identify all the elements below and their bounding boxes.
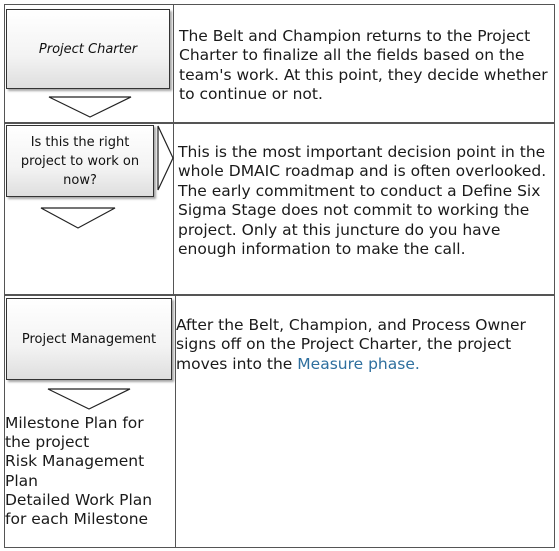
decision-description: This is the most important decision point in the whole DMAIC roadmap and is often overlooked. The early commitment to conduct a Define Six Sigma Stage does not commit to working the project. Only at this juncture do you have enough information to make the call. (178, 143, 547, 259)
down-arrow-icon (48, 96, 132, 118)
right-arrow-icon (157, 125, 175, 191)
measure-phase-link[interactable]: Measure phase. (297, 354, 420, 373)
deliverables-list (5, 414, 165, 529)
list-item: Detailed Work Plan for each Milestone (5, 490, 153, 529)
down-arrow-icon (47, 388, 131, 410)
list-item: Milestone Plan for the project (5, 414, 144, 452)
project-management-box (6, 298, 172, 380)
project-management-description (176, 316, 552, 374)
decision-box (6, 125, 154, 197)
description-text: After the Belt, Champion, and Process Owner signs off on the Project Charter, the project moves into the (176, 316, 526, 373)
project-charter-label: Project Charter (38, 41, 138, 57)
down-arrow-icon (40, 207, 116, 229)
project-charter-box (6, 9, 170, 89)
project-charter-description: The Belt and Champion returns to the Project Charter to finalize all the fields based on the team's work. At this point, they decide whether to continue or not. (179, 27, 548, 104)
decision-label: Is this the right project to work on now? (20, 134, 140, 188)
project-management-label: Project Management (21, 331, 157, 347)
list-item: Risk Management Plan (5, 452, 145, 490)
